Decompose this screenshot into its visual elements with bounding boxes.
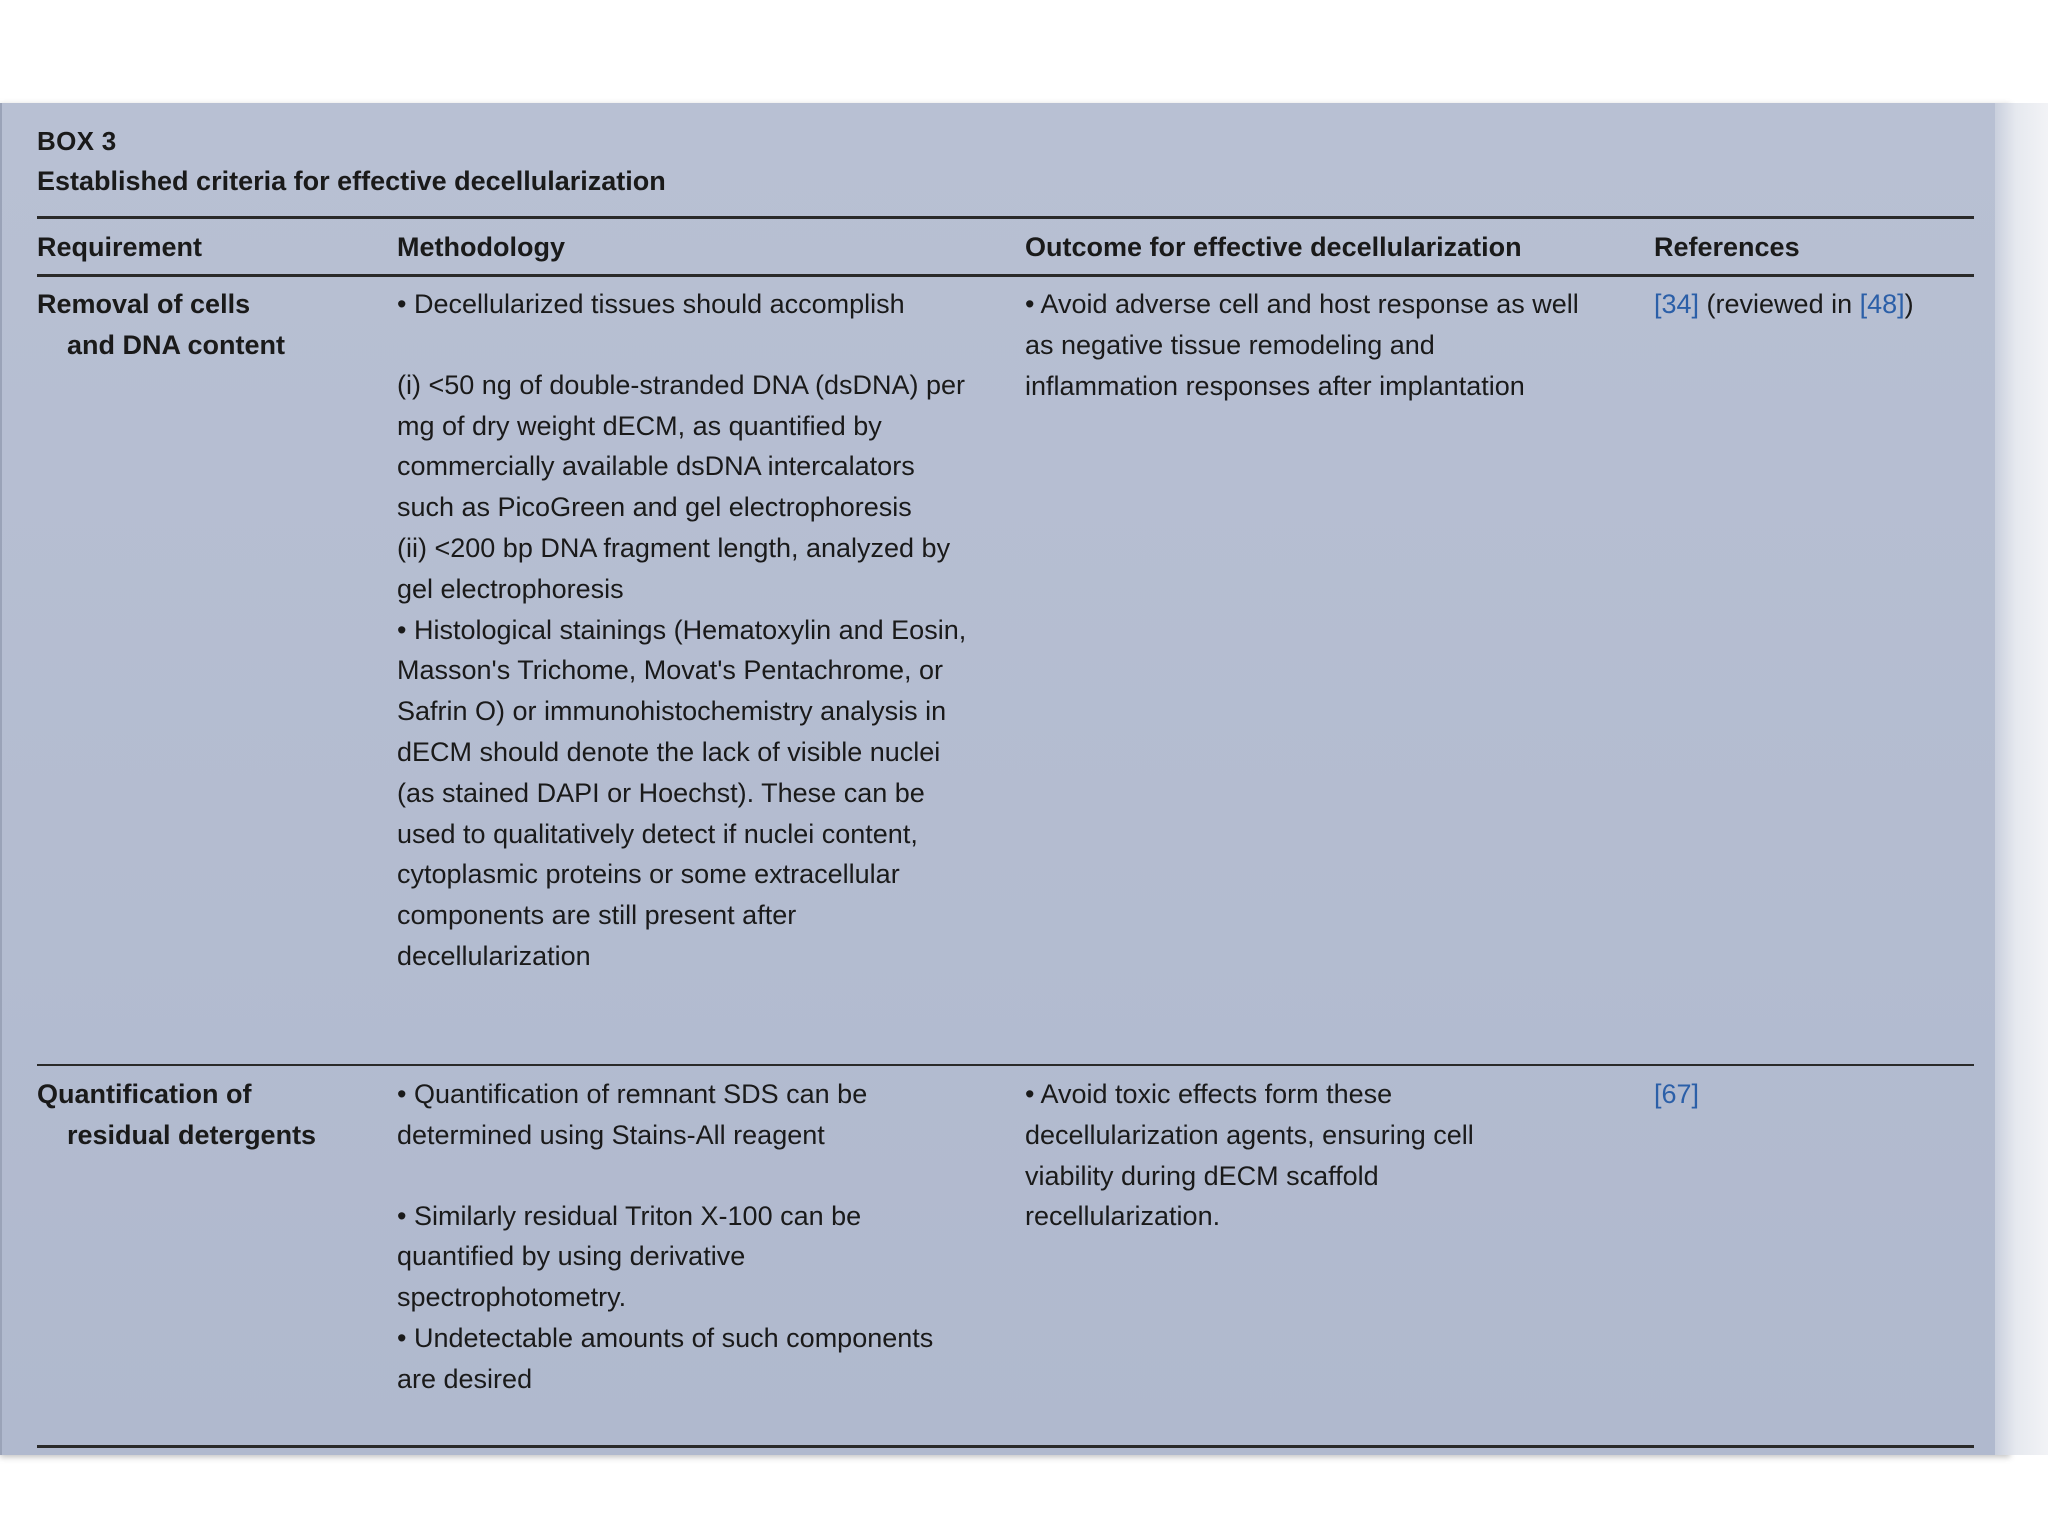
table-row-1-methodology — [397, 284, 969, 977]
methodology-item: • Histological stainings (Hematoxylin and Eosin, Masson's Trichome, Movat's Pentachrome, or Safrin O) or immunohistochemistry analysis in dECM should denote the lack of visible nuclei (as stained DAPI or Hoechst). These can be used to qualitatively detect if nuclei content, cytoplasmic proteins or some extracellular components are still present after decellularization — [397, 614, 967, 971]
table-row-1-outcome: • Avoid adverse cell and host response as well as negative tissue remodeling and inflammation responses after implantation — [1025, 289, 1579, 401]
requirement-line-2: and DNA content — [67, 329, 285, 360]
reference-text: ) — [1904, 289, 1914, 319]
methodology-item: • Quantification of remnant SDS can be determined using Stains-All reagent — [397, 1079, 868, 1150]
table-row-divider — [37, 1064, 1974, 1066]
requirement-line-1: Quantification of — [37, 1079, 252, 1109]
box-label: BOX 3 — [37, 126, 117, 156]
table-row-2-outcome: • Avoid toxic effects form these decellularization agents, ensuring cell viability during dECM scaffold recellularization. — [1025, 1079, 1474, 1232]
methodology-item: • Undetectable amounts of such components are desired — [397, 1322, 934, 1394]
methodology-item: (ii) <200 bp DNA fragment length, analyzed by gel electrophoresis — [397, 532, 951, 604]
table-row-2-requirement — [37, 1074, 377, 1156]
table-row-2-references — [1654, 1074, 1974, 1115]
requirement-line-2: residual detergents — [67, 1119, 317, 1150]
box-title: Established criteria for effective decellularization — [37, 166, 666, 196]
reference-text: (reviewed in — [1699, 289, 1860, 319]
header-outcome: Outcome for effective decellularization — [1025, 232, 1522, 262]
header-methodology: Methodology — [397, 232, 565, 262]
table-row-1-requirement — [37, 284, 377, 366]
table-header-rule — [37, 274, 1974, 277]
methodology-item: (i) <50 ng of double-stranded DNA (dsDNA) per mg of dry weight dECM, as quantified by commercially available dsDNA intercalators such as PicoGreen and gel electrophoresis — [397, 369, 966, 523]
box-edge-highlight — [1995, 103, 2048, 1455]
table-top-rule — [37, 216, 1974, 219]
methodology-item: • Decellularized tissues should accomplish — [397, 289, 905, 319]
table-row-2-methodology — [397, 1074, 969, 1400]
header-references: References — [1654, 232, 1800, 262]
spacer — [397, 325, 969, 365]
requirement-line-1: Removal of cells — [37, 289, 251, 319]
header-requirement: Requirement — [37, 232, 203, 262]
methodology-item: • Similarly residual Triton X-100 can be quantified by using derivative spectrophotometry. — [397, 1200, 862, 1313]
table-row-1-references — [1654, 284, 1974, 325]
table-bottom-rule — [37, 1445, 1974, 1448]
reference-link[interactable]: [34] — [1654, 289, 1700, 319]
reference-link[interactable]: [67] — [1654, 1079, 1700, 1109]
reference-link[interactable]: [48] — [1859, 289, 1905, 319]
spacer — [397, 1156, 969, 1196]
